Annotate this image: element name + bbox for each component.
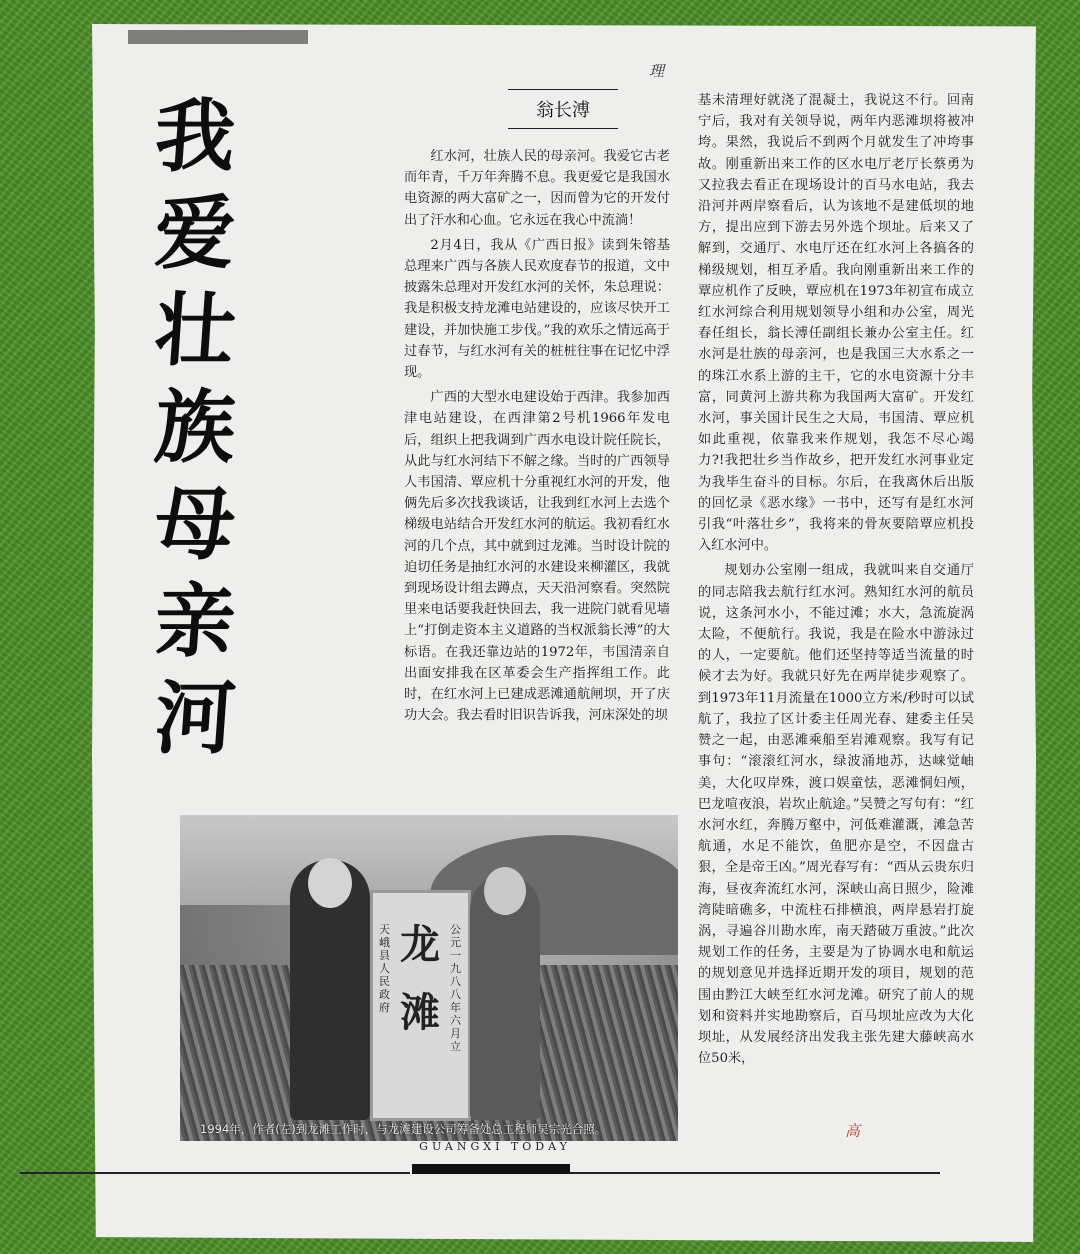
paragraph: 广西的大型水电建设始于西津。我参加西津电站建设，在西津第2号机1966年发电后，组织上把我调到广西水电设计院任院长，从此与红水河结下不解之缘。当时的广西领导人韦国清、覃应机十分重视红水河的开发，他俩先后多次找我谈话，让我到红水河上去选个梯级电站结合开发红水河的航运。我初看红水河的几个点，其中就到过龙滩。当时设计院的迫切任务是抽红水河的水建设来柳灌区，我就到现场设计组去蹲点，天天沿河察看。突然院里来电话要我赶快回去，我一进院门就看见墙上“打倒走资本主义道路的当权派翁长溥”的大标语。在我还靠边站的1972年，韦国清亲自出面安排我在区革委会生产指挥组工作。此时，在红水河上已建成恶滩通航闸坝，开了庆功大会。我去看时旧识告诉我，河床深处的坝 (404, 390, 670, 724)
person-left (290, 860, 370, 1120)
masthead-strip (128, 30, 308, 44)
paragraph: 规划办公室刚一组成，我就叫来自交通厅的同志陪我去航行红水河。熟知红水河的航员说，这条河水小，不能过滩；水大，急流旋涡太险，不便航行。我说，我是在险水中游泳过的人，一定要航。他们还坚持等适当流量的时候才去为好。我就只好先在两岸徒步观察了。到1973年11月流量在1000立方米/秒时可以试航了，我拉了区计委主任周光春、建委主任吴赞之一起，由恶滩乘船至岩滩观察。我写有记事句：“滚滚红河水，绿波涌地苏，达崃觉岫美，大化叹岸殊，渡口娱童怯，恶滩恫妇颅，巴龙喧夜浪，岩坎止航途。”吴赞之写句有：“红水河水红，奔腾万壑中，河低难灌溉，滩急苦航通，水足不能饮，鱼肥亦是空，不因盘古狠，全是帝王凶。”周光春写有：“西从云贵东归海，昼夜奔流红水河，深峡山高日照少，险滩湾陡暗礁多，中流柱石排横浪，两岸悬岩打旋涡，寻遍谷川勘水库，南天踏破万重波。”此次规划工作的任务，主要是为了协调水电和航运的规划意见并选择近期开发的项目，规划的范围由黔江大峡至红水河龙滩。研究了前人的规划和资料并实地勘察后，百马坝址应改为大化坝址，从发展经济出发我主张先建大藤峡高水位50米， (698, 563, 974, 1067)
footer-rule-left (20, 1172, 410, 1174)
stele-left-inscription: 天峨县人民政府 (379, 923, 390, 1014)
footer-brand: GUANGXI TODAY (419, 1140, 571, 1153)
footer-rule-right (570, 1172, 940, 1174)
paragraph: 基未清理好就浇了混凝土，我说这不行。回南宁后，我对有关领导说，两年内恶滩坝将被冲垮。果然，我说后不到两个月就发生了冲垮事故。刚重新出来工作的区水电厅老厅长蔡勇为又拉我去看正在现场设计的百马水电站，我去沿河并两岸察看后，认为该地不是建低坝的地方，提出应到下游去另外选个坝址。后来又了解到，交通厅、水电厅还在红水河上各搞各的梯级规划，相互矛盾。我向刚重新出来工作的覃应机作了反映，覃应机在1973年初宣布成立红水河综合利用规划领导小组和办公室，周光春任组长，翁长溥任副组长兼办公室主任。红水河是壮族的母亲河，也是我国三大水系之一的珠江水系上游的主干，它的水电资源十分丰富，同黄河上游共称为我国两大富矿。开发红水河，事关国计民生之大局，韦国清、覃应机如此重视，依靠我来作规划，我怎不尽心竭力?!我把壮乡当作故乡，把开发红水河事业定为我毕生奋斗的目标。尔后，在我离休后出版的回忆录《恶水缘》一书中，还写有是红水河引我“叶落壮乡”，我将来的骨灰要陪覃应机投入红水河中。 (698, 93, 974, 554)
stele-right-inscription: 公元一九八八年六月立 (450, 923, 461, 1053)
headline-char: 族 (151, 380, 239, 474)
stele-title: 龙滩 (400, 921, 440, 1036)
paragraph: 红水河，壮族人民的母亲河。我爱它古老而年青，千万年奔腾不息。我更爱它是我国水电资源的两大富矿之一，因而曾为它的开发付出了汗水和心血。它永远在我心中流淌！ (404, 149, 670, 228)
headline-char: 壮 (151, 283, 239, 377)
photo-caption: 1994年，作者(左)到龙滩工作时，与龙滩建设公司筹备处总工程师吴宗光合照。 (200, 1122, 607, 1136)
handwritten-correction-top: 理 (649, 62, 665, 80)
headline-char: 我 (151, 89, 239, 183)
article-column-2 (698, 90, 974, 1073)
headline-char: 母 (151, 477, 239, 571)
headline-vertical (135, 88, 255, 767)
article-column-1 (404, 146, 670, 730)
headline-char: 爱 (151, 186, 239, 280)
headline-char: 亲 (151, 574, 239, 668)
author-byline: 翁长溥 (508, 89, 618, 129)
headline-char: 河 (151, 671, 239, 765)
handwritten-correction-bottom: 高 (845, 1122, 861, 1140)
article-photo (180, 815, 678, 1141)
footer-bar (412, 1164, 570, 1174)
stone-stele (370, 890, 471, 1121)
person-right (470, 875, 540, 1120)
paragraph: 2月4日，我从《广西日报》读到朱镕基总理来广西与各族人民欢度春节的报道，文中披露朱总理对开发红水河的关怀，朱总理说：我是积极支持龙滩电站建设的，应该尽快开工建设，并加快施工步伐。”我的欢乐之情远高于过春节，与红水河有关的桩桩往事在记忆中浮现。 (404, 237, 670, 381)
